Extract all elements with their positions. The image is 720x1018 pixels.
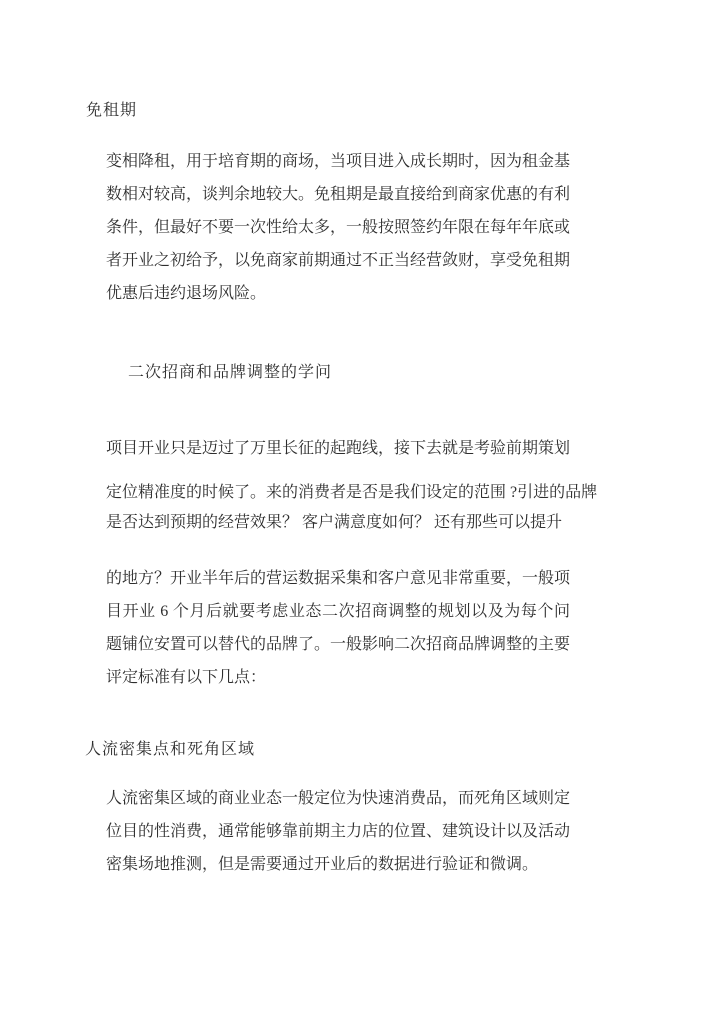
paragraph-line: 题铺位安置可以替代的品牌了。一般影响二次招商品牌调整的主要 [106, 636, 571, 653]
paragraph-traffic-zones [106, 782, 570, 881]
paragraph-line: 定位精准度的时候了。来的消费者是否是我们设定的范围 ?引进的品牌 [106, 484, 598, 501]
paragraph-line: 变相降租，用于培育期的商场，当项目进入成长期时，因为租金基 [106, 153, 571, 170]
heading-rent-free-period: 免租期 [86, 102, 138, 119]
paragraph-rent-free [106, 145, 570, 310]
paragraph-line: 位目的性消费，通常能够靠前期主力店的位置、建筑设计以及活动 [106, 823, 571, 840]
paragraph-evaluation-criteria [106, 562, 570, 694]
paragraph-positioning-questions [106, 478, 597, 538]
paragraph-line: 目开业 6 个月后就要考虑业态二次招商调整的规划以及为每个问 [106, 603, 570, 620]
paragraph-line: 是否达到预期的经营效果？ 客户满意度如何？ 还有那些可以提升 [106, 514, 563, 531]
paragraph-line: 项目开业只是迈过了万里长征的起跑线，接下去就是考验前期策划 [106, 440, 571, 457]
paragraph-line: 评定标准有以下几点： [106, 669, 267, 686]
paragraph-line: 优惠后违约退场风险。 [106, 285, 267, 302]
paragraph-line: 人流密集区域的商业业态一般定位为快速消费品，而死角区域则定 [106, 790, 571, 807]
paragraph-line: 者开业之初给予，以免商家前期通过不正当经营敛财，享受免租期 [106, 252, 571, 269]
paragraph-line: 数相对较高，谈判余地较大。免租期是最直接给到商家优惠的有利 [106, 186, 571, 203]
paragraph-line: 条件，但最好不要一次性给太多，一般按照签约年限在每年年底或 [106, 219, 571, 236]
heading-secondary-leasing-brand-adjustment: 二次招商和品牌调整的学问 [128, 364, 333, 381]
paragraph-line: 的地方？开业半年后的营运数据采集和客户意见非常重要，一般项 [106, 570, 571, 587]
heading-traffic-density-dead-zones: 人流密集点和死角区域 [85, 741, 256, 758]
paragraph-opening-intro [106, 432, 570, 465]
paragraph-line: 密集场地推测，但是需要通过开业后的数据进行验证和微调。 [106, 856, 539, 873]
